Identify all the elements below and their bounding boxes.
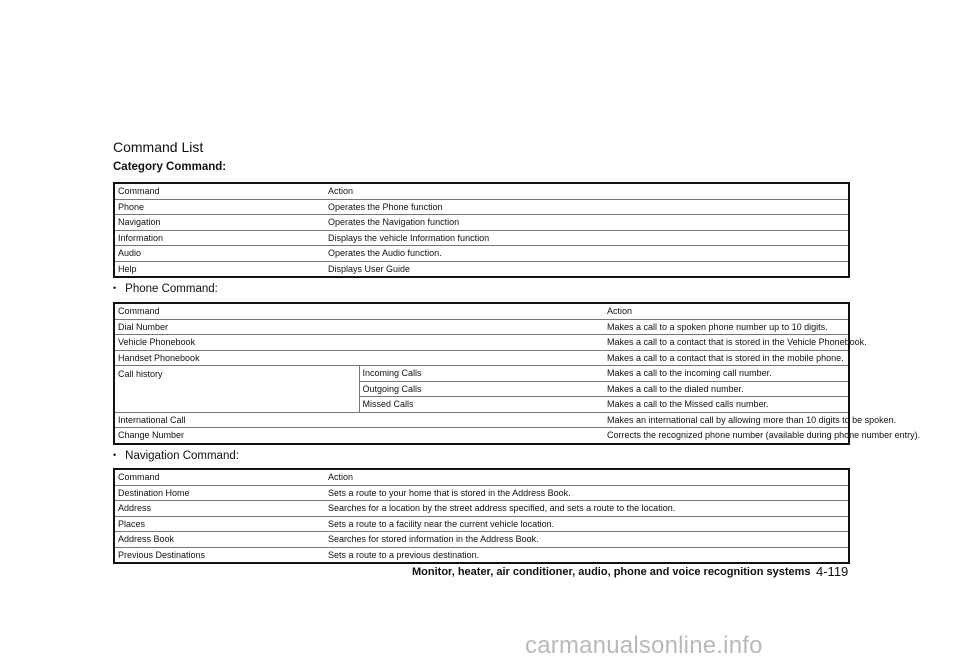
phone-command-heading <box>113 283 218 295</box>
command-cell: Information <box>114 230 325 246</box>
command-cell: Address Book <box>114 532 325 548</box>
header-action: Action <box>607 306 633 317</box>
action-cell: Makes a call to a spoken phone number up to 10 digits. <box>604 319 849 335</box>
table-row <box>114 230 849 246</box>
action-cell: Makes a call to a contact that is stored in the mobile phone. <box>604 350 849 366</box>
navigation-command-table <box>113 468 850 564</box>
table-row <box>114 366 849 382</box>
table-row <box>114 485 849 501</box>
command-cell: Audio <box>114 246 325 262</box>
table-row <box>114 335 849 351</box>
table-row <box>114 428 849 444</box>
table-row <box>114 532 849 548</box>
call-history-spacer <box>114 381 359 397</box>
command-cell: Places <box>114 516 325 532</box>
action-cell: Makes a call to the Missed calls number. <box>604 397 849 413</box>
table-row <box>114 215 849 231</box>
command-cell: Handset Phonebook <box>114 350 604 366</box>
command-cell: Previous Destinations <box>114 547 325 563</box>
command-cell: Phone <box>114 199 325 215</box>
table-row <box>114 381 849 397</box>
action-cell: Operates the Phone function <box>325 199 849 215</box>
action-cell: Displays the vehicle Information function <box>325 230 849 246</box>
action-cell: Displays User Guide <box>325 261 849 277</box>
section-title: Command List <box>113 139 204 155</box>
action-cell: Corrects the recognized phone number (available during phone number entry). <box>604 428 849 444</box>
subcommand-cell: Outgoing Calls <box>359 381 604 397</box>
action-cell: Makes an international call by allowing more than 10 digits to be spoken. <box>604 412 849 428</box>
action-cell: Sets a route to a previous destination. <box>325 547 849 563</box>
table-row <box>114 246 849 262</box>
table-row <box>114 412 849 428</box>
command-cell: Help <box>114 261 325 277</box>
phone-heading-text: Phone Command: <box>125 283 218 295</box>
call-history-spacer <box>114 397 359 413</box>
watermark: carmanualsonline.info <box>525 632 763 659</box>
bullet-icon: • <box>113 450 117 460</box>
header-command: Command <box>118 306 160 317</box>
action-cell: Makes a call to the incoming call number. <box>604 366 849 382</box>
action-cell: Searches for stored information in the Address Book. <box>325 532 849 548</box>
table-row <box>114 516 849 532</box>
action-cell: Searches for a location by the street address specified, and sets a route to the location. <box>325 501 849 517</box>
bullet-icon: • <box>113 283 117 293</box>
navigation-heading-text: Navigation Command: <box>125 450 239 462</box>
command-cell: Destination Home <box>114 485 325 501</box>
subcommand-cell: Missed Calls <box>359 397 604 413</box>
table-row <box>114 350 849 366</box>
table-row <box>114 501 849 517</box>
subcommand-cell: Incoming Calls <box>359 366 604 382</box>
table-row <box>114 397 849 413</box>
header-action: Action <box>328 186 354 197</box>
category-command-table <box>113 182 850 278</box>
action-cell: Sets a route to a facility near the current vehicle location. <box>325 516 849 532</box>
command-cell: Address <box>114 501 325 517</box>
table-header-row <box>114 469 849 485</box>
table-row <box>114 199 849 215</box>
header-command: Command <box>118 186 160 197</box>
table-header-row <box>114 183 849 199</box>
command-cell: International Call <box>114 412 604 428</box>
action-cell: Operates the Audio function. <box>325 246 849 262</box>
call-history-label: Call history <box>114 366 359 382</box>
page-number: 4-119 <box>816 564 849 579</box>
command-cell: Change Number <box>114 428 604 444</box>
action-cell: Makes a call to a contact that is stored in the Vehicle Phonebook. <box>604 335 849 351</box>
table-row <box>114 319 849 335</box>
category-command-heading: Category Command: <box>113 161 227 173</box>
action-cell: Sets a route to your home that is stored in the Address Book. <box>325 485 849 501</box>
command-cell: Vehicle Phonebook <box>114 335 604 351</box>
phone-command-table <box>113 302 921 445</box>
action-cell: Operates the Navigation function <box>325 215 849 231</box>
navigation-command-heading <box>113 450 239 462</box>
table-row <box>114 261 849 277</box>
command-cell: Navigation <box>114 215 325 231</box>
header-action: Action <box>328 472 354 483</box>
footer-chapter-title: Monitor, heater, air conditioner, audio, phone and voice recognition systems <box>412 566 811 578</box>
header-command: Command <box>118 472 160 483</box>
command-cell: Dial Number <box>114 319 604 335</box>
table-row <box>114 547 849 563</box>
table-header-row <box>114 303 849 319</box>
action-cell: Makes a call to the dialed number. <box>604 381 849 397</box>
